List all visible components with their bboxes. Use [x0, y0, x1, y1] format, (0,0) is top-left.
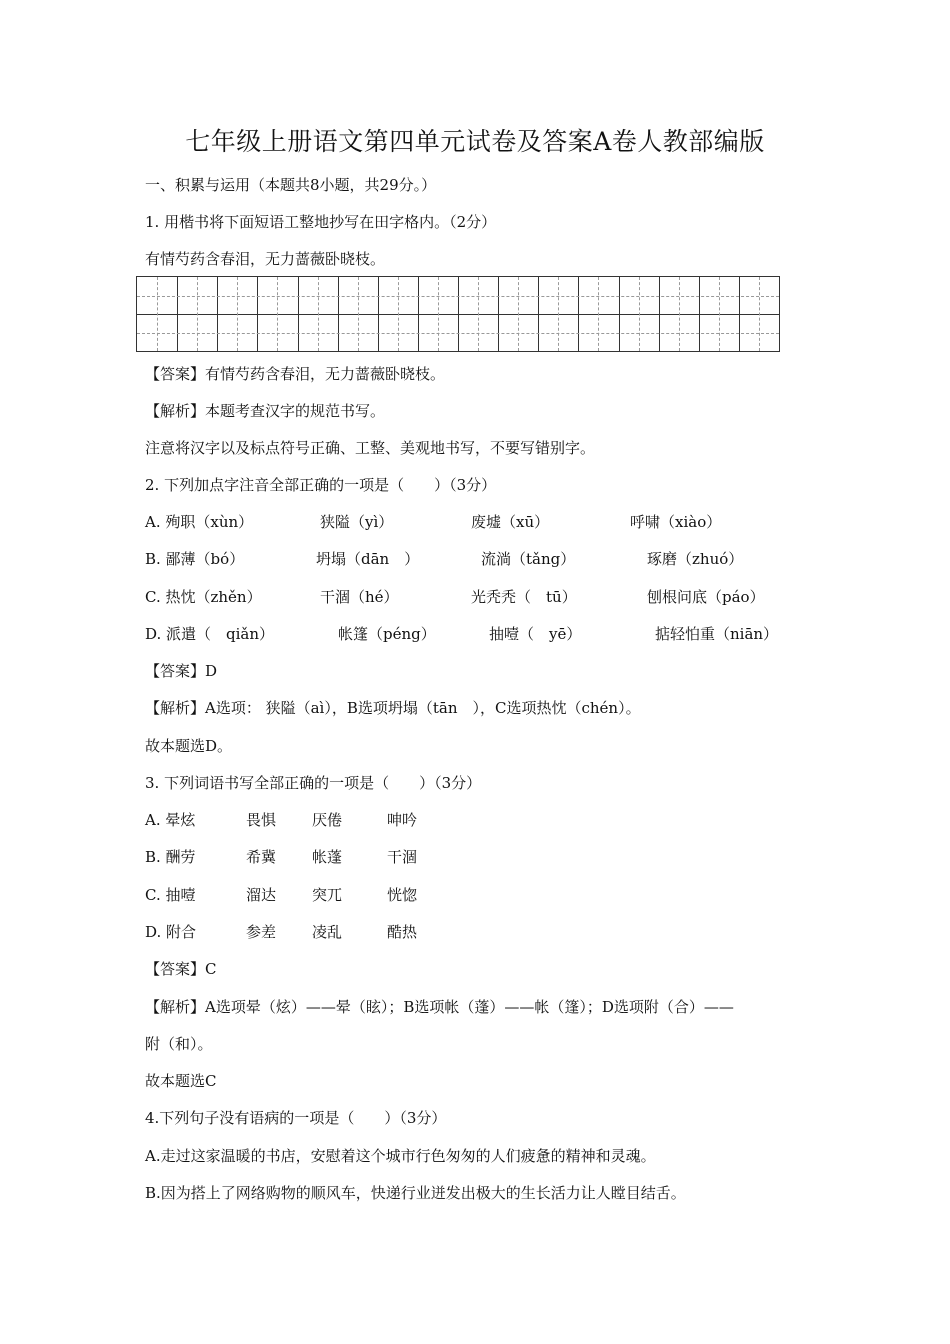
grid-cell-guide	[438, 277, 439, 351]
tianzige-grid	[136, 276, 780, 352]
grid-cell-border	[177, 277, 178, 351]
question-4-stem: 4.下列句子没有语病的一项是（ ）（3分）	[145, 1109, 447, 1127]
q3-option-b-1: B. 酬劳	[145, 848, 196, 866]
question-3-stem: 3. 下列词语书写全部正确的一项是（ ）（3分）	[145, 774, 482, 792]
grid-row-guide	[137, 296, 779, 297]
q2-option-b-2: 坍塌（dān ）	[316, 550, 420, 568]
question-2-analysis: 【解析】A选项： 狭隘（aì），B选项坍塌（tān ），C选项热忱（chén）。	[145, 699, 641, 717]
q2-option-b-4: 琢磨（zhuó）	[647, 550, 744, 568]
question-2-conclusion: 故本题选D。	[145, 737, 233, 755]
grid-cell-guide	[518, 277, 519, 351]
q3-option-d-1: D. 附合	[145, 923, 197, 941]
grid-row-guide	[137, 333, 779, 334]
grid-cell-border	[458, 277, 459, 351]
page-title: 七年级上册语文第四单元试卷及答案A卷人教部编版	[185, 127, 765, 156]
q2-option-d-1: D. 派遣（ qiǎn）	[145, 625, 275, 643]
q2-option-c-2: 干涸（hé）	[320, 588, 399, 606]
question-3-answer: 【答案】C	[145, 960, 217, 978]
question-1-stem: 1. 用楷书将下面短语工整地抄写在田字格内。（2分）	[145, 213, 497, 231]
q2-option-b-3: 流淌（tǎng）	[481, 550, 576, 568]
q3-option-c-3: 突兀	[312, 886, 343, 904]
q2-option-d-2: 帐篷（péng）	[338, 625, 436, 643]
q3-option-a-1: A. 晕炫	[145, 811, 196, 829]
q3-option-a-2: 畏惧	[246, 811, 277, 829]
q3-option-c-4: 恍惚	[387, 886, 418, 904]
question-1-note: 注意将汉字以及标点符号正确、工整、美观地书写，不要写错别字。	[145, 439, 596, 457]
question-1-analysis: 【解析】本题考查汉字的规范书写。	[145, 402, 386, 420]
q3-option-c-1: C. 抽噎	[145, 886, 196, 904]
grid-cell-border	[217, 277, 218, 351]
grid-cell-guide	[197, 277, 198, 351]
question-1-text: 有情芍药含春泪，无力蔷薇卧晓枝。	[145, 250, 386, 268]
q2-option-d-4: 掂轻怕重（niān）	[655, 625, 779, 643]
q2-option-d-3: 抽噎（ yē）	[489, 625, 582, 643]
q2-option-b-1: B. 鄙薄（bó）	[145, 550, 245, 568]
question-2-stem: 2. 下列加点字注音全部正确的一项是（ ）（3分）	[145, 476, 497, 494]
grid-cell-guide	[157, 277, 158, 351]
question-3-conclusion: 故本题选C	[145, 1072, 217, 1090]
q2-option-c-1: C. 热忱（zhěn）	[145, 588, 262, 606]
q3-option-b-2: 希冀	[246, 848, 277, 866]
q2-option-a-4: 呼啸（xiào）	[630, 513, 722, 531]
grid-cell-guide	[277, 277, 278, 351]
grid-cell-border	[498, 277, 499, 351]
grid-cell-guide	[478, 277, 479, 351]
grid-cell-border	[659, 277, 660, 351]
q3-option-d-2: 参差	[246, 923, 277, 941]
grid-cell-border	[578, 277, 579, 351]
section-heading: 一、积累与运用（本题共8小题，共29分。）	[145, 176, 437, 194]
q3-option-d-3: 凌乱	[312, 923, 343, 941]
grid-cell-border	[619, 277, 620, 351]
q2-option-a-3: 废墟（xū）	[471, 513, 550, 531]
grid-cell-border	[418, 277, 419, 351]
grid-cell-guide	[237, 277, 238, 351]
question-3-analysis-cont: 附（和）。	[145, 1035, 213, 1053]
question-2-answer: 【答案】D	[145, 662, 218, 680]
q3-option-c-2: 溜达	[246, 886, 277, 904]
q2-option-c-4: 刨根问底（páo）	[647, 588, 765, 606]
q3-option-d-4: 酷热	[387, 923, 418, 941]
grid-cell-guide	[598, 277, 599, 351]
q3-option-b-3: 帐蓬	[312, 848, 343, 866]
grid-cell-guide	[358, 277, 359, 351]
grid-cell-guide	[719, 277, 720, 351]
grid-cell-guide	[318, 277, 319, 351]
grid-cell-border	[257, 277, 258, 351]
grid-cell-border	[739, 277, 740, 351]
question-4-option-b: B.因为搭上了网络购物的顺风车，快递行业迸发出极大的生长活力让人瞠目结舌。	[145, 1184, 686, 1202]
grid-cell-guide	[558, 277, 559, 351]
grid-cell-border	[298, 277, 299, 351]
q3-option-b-4: 干涸	[387, 848, 418, 866]
grid-cell-border	[378, 277, 379, 351]
grid-cell-guide	[679, 277, 680, 351]
question-4-option-a: A.走过这家温暖的书店，安慰着这个城市行色匆匆的人们疲惫的精神和灵魂。	[145, 1147, 656, 1165]
q3-option-a-3: 厌倦	[312, 811, 343, 829]
grid-cell-border	[699, 277, 700, 351]
grid-cell-guide	[759, 277, 760, 351]
q2-option-a-2: 狭隘（yì）	[320, 513, 394, 531]
grid-cell-border	[538, 277, 539, 351]
q2-option-a-1: A. 殉职（xùn）	[145, 513, 254, 531]
q2-option-c-3: 光秃秃（ tū）	[471, 588, 577, 606]
grid-cell-border	[338, 277, 339, 351]
question-3-analysis: 【解析】A选项晕（炫）——晕（眩）；B选项帐（蓬）——帐（篷）；D选项附（合）——	[145, 998, 734, 1016]
question-1-answer: 【答案】有情芍药含春泪，无力蔷薇卧晓枝。	[145, 365, 446, 383]
grid-cell-guide	[398, 277, 399, 351]
grid-cell-guide	[639, 277, 640, 351]
q3-option-a-4: 呻吟	[387, 811, 418, 829]
